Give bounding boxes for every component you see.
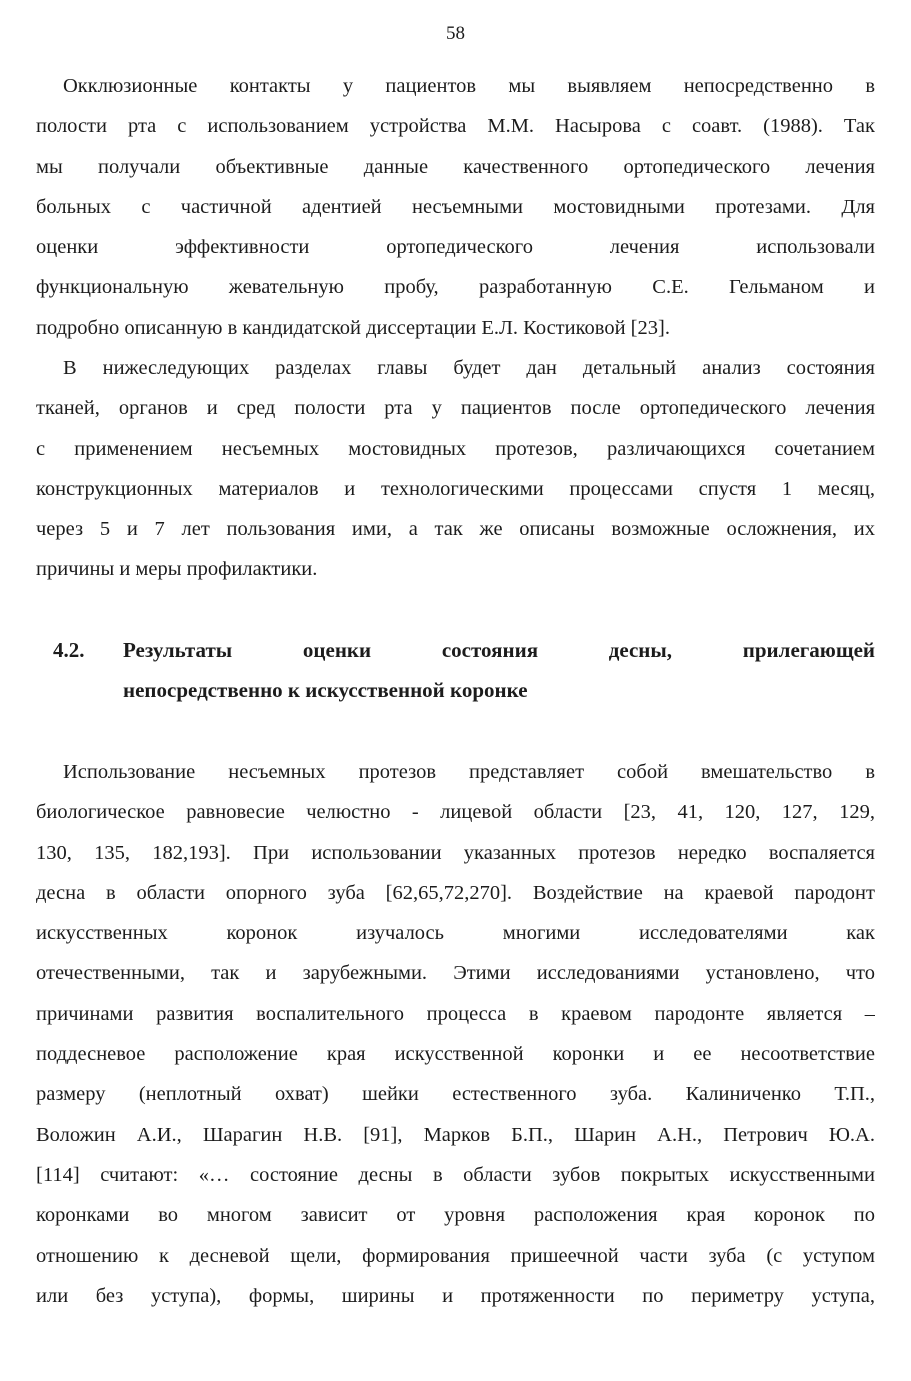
text-line: мы получали объективные данные качественного ортопедического лечения bbox=[36, 155, 875, 178]
text-line: Окклюзионные контакты у пациентов мы выявляем непосредственно в bbox=[63, 75, 875, 97]
paragraph-chapter-overview bbox=[36, 348, 875, 590]
section-number: 4.2. bbox=[53, 638, 85, 662]
text-line: причинами развития воспалительного процесса в краевом пародонте является – bbox=[36, 1002, 875, 1025]
text-line: или без уступа), формы, ширины и протяженности по периметру уступа, bbox=[36, 1284, 875, 1307]
paragraph-fixed-prostheses bbox=[36, 752, 875, 1316]
text-line: В нижеследующих разделах главы будет дан детальный анализ состояния bbox=[63, 357, 875, 379]
text-line: функциональную жевательную пробу, разработанную С.Е. Гельманом и bbox=[36, 276, 875, 299]
paragraph-occlusion-contacts bbox=[36, 66, 875, 348]
page-number: 58 bbox=[446, 23, 465, 44]
text-line: конструкционных материалов и технологическими процессами спустя 1 месяц, bbox=[36, 477, 875, 500]
text-line: искусственных коронок изучалось многими исследователями как bbox=[36, 922, 875, 945]
text-line: оценки эффективности ортопедического лечения использовали bbox=[36, 236, 875, 259]
text-line: [114] считают: «… состояние десны в области зубов покрытых искусственными bbox=[36, 1163, 875, 1186]
text-line: с применением несъемных мостовидных протезов, различающихся сочетанием bbox=[36, 437, 875, 460]
section-title-line2: непосредственно к искусственной коронке bbox=[123, 678, 528, 702]
section-heading bbox=[53, 630, 875, 710]
text-line: через 5 и 7 лет пользования ими, а так же описаны возможные осложнения, их bbox=[36, 518, 875, 541]
text-line: размеру (неплотный охват) шейки естественного зуба. Калиниченко Т.П., bbox=[36, 1083, 875, 1106]
text-line: тканей, органов и сред полости рта у пациентов после ортопедического лечения bbox=[36, 397, 875, 420]
text-line: полости рта с использованием устройства М.М. Насырова с соавт. (1988). Так bbox=[36, 115, 875, 138]
text-line: Воложин А.И., Шарагин Н.В. [91], Марков Б.П., Шарин А.Н., Петрович Ю.А. bbox=[36, 1123, 875, 1146]
text-line: биологическое равновесие челюстно - лицевой области [23, 41, 120, 127, 129, bbox=[36, 801, 875, 824]
text-line: поддесневое расположение края искусственной коронки и ее несоответствие bbox=[36, 1043, 875, 1066]
text-line: 130, 135, 182,193]. При использовании указанных протезов нередко воспаляется bbox=[36, 841, 875, 864]
section-title-line1: Результаты оценки состояния десны, прилегающей bbox=[123, 638, 875, 662]
text-line: больных с частичной адентией несъемными мостовидными протезами. Для bbox=[36, 195, 875, 218]
text-line: десна в области опорного зуба [62,65,72,270]. Воздействие на краевой пародонт bbox=[36, 881, 875, 904]
text-line: Использование несъемных протезов представляет собой вмешательство в bbox=[63, 761, 875, 783]
text-line: коронками во многом зависит от уровня расположения края коронок по bbox=[36, 1204, 875, 1227]
text-line: отечественными, так и зарубежными. Этими исследованиями установлено, что bbox=[36, 962, 875, 985]
text-line: подробно описанную в кандидатской диссертации Е.Л. Костиковой [23]. bbox=[36, 316, 670, 339]
text-line: причины и меры профилактики. bbox=[36, 558, 318, 581]
text-line: отношению к десневой щели, формирования пришеечной части зуба (с уступом bbox=[36, 1244, 875, 1267]
